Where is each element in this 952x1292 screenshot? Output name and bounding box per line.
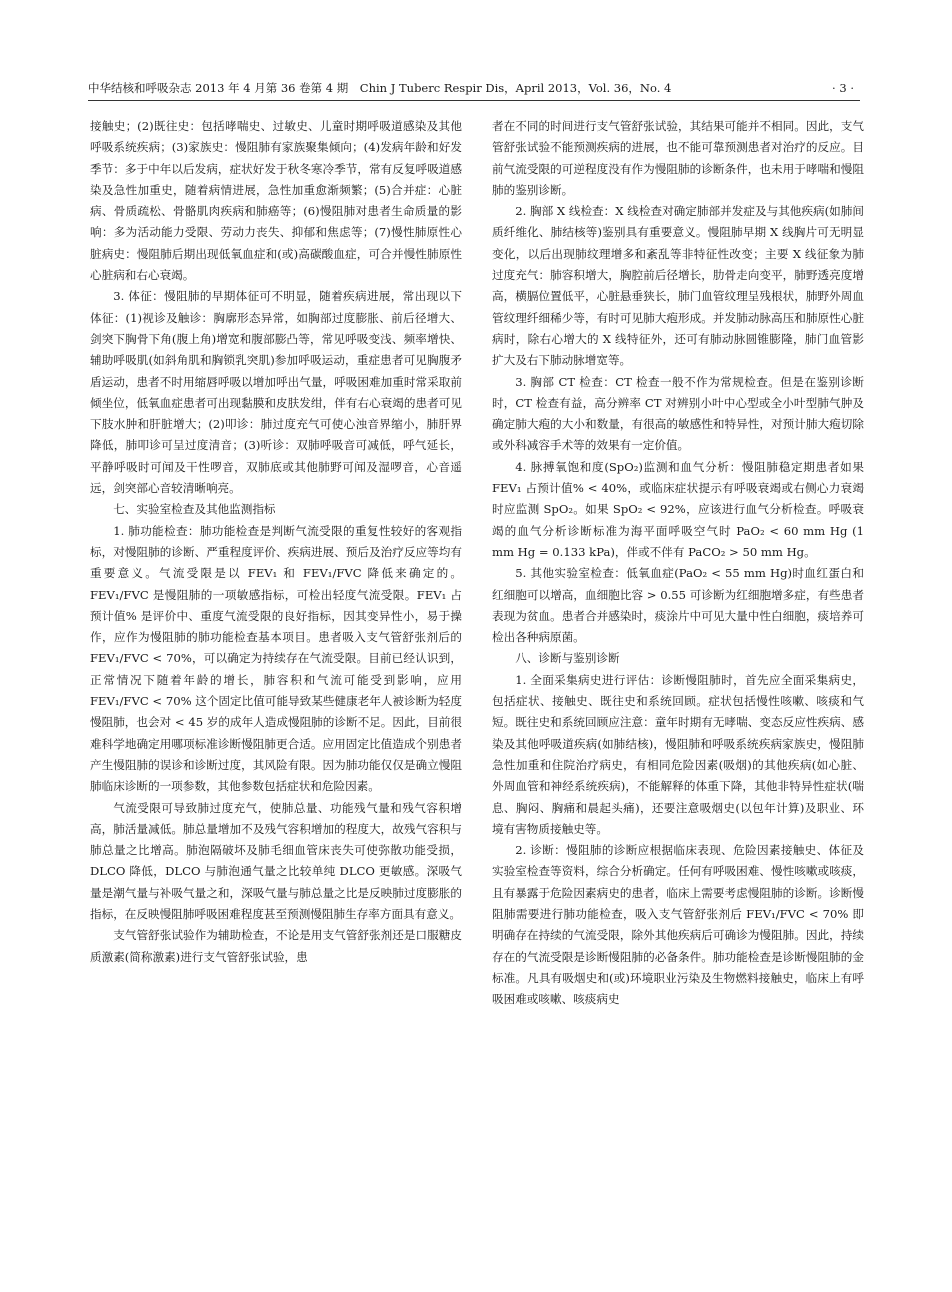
paragraph: 气流受限可导致肺过度充气，使肺总量、功能残气量和残气容积增高，肺活量减低。肺总量增加不及残气容积增加的程度大，故残气容积与肺总量之比增高。肺泡隔破坏及肺毛细血管床丧失可使弥散功能受损，DLCO 降低，DLCO 与肺泡通气量之比较单纯 DLCO 更敏感。深吸气量是潮气量与补吸气量之和，深吸气量与肺总量之比是反映肺过度膨胀的指标，在反映慢阻肺呼吸困难程度甚至预测慢阻肺生存率方面具有意义。 — [90, 800, 462, 921]
paragraph: 者在不同的时间进行支气管舒张试验，其结果可能并不相同。因此，支气管舒张试验不能预测疾病的进展，也不能可靠预测患者对治疗的反应。目前气流受限的可逆程度没有作为慢阻肺的诊断条件，也未用于哮喘和慢阻肺的鉴别诊断。 — [492, 119, 864, 197]
right-column — [492, 116, 864, 1276]
section-heading: 七、实验室检查及其他监测指标 — [113, 502, 276, 517]
running-header — [88, 78, 860, 101]
paragraph: 支气管舒张试验作为辅助检查，不论是用支气管舒张剂还是口服糖皮质激素(简称激素)进行支气管舒张试验，患 — [90, 928, 462, 964]
paragraph: 2. 胸部 X 线检查：X 线检查对确定肺部并发症及与其他疾病(如肺间质纤维化、肺结核等)鉴别具有重要意义。慢阻肺早期 X 线胸片可无明显变化，以后出现肺纹理增多和紊乱等非特征性改变；主要 X 线征象为肺过度充气：肺容积增大，胸腔前后径增长，肋骨走向变平，肺野透亮度增高，横膈位置低平，心脏悬垂狭长，肺门血管纹理呈残根状，肺野外周血管纹理纤细稀少等，有时可见肺大疱形成。并发肺动脉高压和肺原性心脏病时，除右心增大的 X 线特征外，还可有肺动脉圆锥膨隆，肺门血管影扩大及右下肺动脉增宽等。 — [492, 204, 864, 368]
paragraph: 1. 肺功能检查：肺功能检查是判断气流受限的重复性较好的客观指标，对慢阻肺的诊断、严重程度评价、疾病进展、预后及治疗反应等均有重要意义。气流受限是以 FEV₁ 和 FEV₁/FVC 降低来确定的。FEV₁/FVC 是慢阻肺的一项敏感指标，可检出轻度气流受限。FEV₁ 占预计值% 是评价中、重度气流受限的良好指标，因其变异性小，易于操作，应作为慢阻肺的肺功能检查基本项目。患者吸入支气管舒张剂后的 FEV₁/FVC < 70%，可以确定为持续存在气流受限。目前已经认识到，正常情况下随着年龄的增长，肺容积和气流可能受到影响，应用 FEV₁/FVC < 70% 这个固定比值可能导致某些健康老年人被诊断为轻度慢阻肺，也会对 < 45 岁的成年人造成慢阻肺的诊断不足。因此，目前很难科学地确定用哪项标准诊断慢阻肺更合适。应用固定比值造成个别患者产生慢阻肺的误诊和诊断过度，其风险有限。因为肺功能仅仅是确立慢阻肺临床诊断的一项参数，其他参数包括症状和危险因素。 — [90, 523, 462, 794]
paragraph: 3. 体征：慢阻肺的早期体征可不明显，随着疾病进展，常出现以下体征：(1)视诊及触诊：胸廓形态异常，如胸部过度膨胀、前后径增大、剑突下胸骨下角(腹上角)增宽和腹部膨凸等，常见呼吸变浅、频率增快、辅助呼吸肌(如斜角肌和胸锁乳突肌)参加呼吸运动，重症患者可见胸腹矛盾运动，患者不时用缩唇呼吸以增加呼出气量，呼吸困难加重时常采取前倾坐位，低氧血症患者可出现黏膜和皮肤发绀，伴有右心衰竭的患者可见下肢水肿和肝脏增大；(2)叩诊：肺过度充气可使心浊音界缩小，肺肝界降低，肺叩诊可呈过度清音；(3)听诊：双肺呼吸音可减低，呼气延长，平静呼吸时可闻及干性啰音，双肺底或其他肺野可闻及湿啰音，心音遥远，剑突部心音较清晰响亮。 — [90, 289, 462, 496]
section-heading: 八、诊断与鉴别诊断 — [515, 651, 620, 666]
paragraph: 4. 脉搏氧饱和度(SpO₂)监测和血气分析：慢阻肺稳定期患者如果 FEV₁ 占预计值% < 40%，或临床症状提示有呼吸衰竭或右侧心力衰竭时应监测 SpO₂。如果 SpO₂ < 92%，应该进行血气分析检查。呼吸衰竭的血气分析诊断标准为海平面呼吸空气时 PaO₂ < 60 mm Hg (1 mm Hg = 0.133 kPa)，伴或不伴有 PaCO₂ > 50 mm Hg。 — [492, 459, 864, 559]
paragraph: 接触史；(2)既往史：包括哮喘史、过敏史、儿童时期呼吸道感染及其他呼吸系统疾病；(3)家族史：慢阻肺有家族聚集倾向；(4)发病年龄和好发季节：多于中年以后发病，症状好发于秋冬寒冷季节，常有反复呼吸道感染及急性加重史，随着病情进展，急性加重愈渐频繁；(5)合并症：心脏病、骨质疏松、骨骼肌肉疾病和肺癌等；(6)慢阻肺对患者生命质量的影响：多为活动能力受限、劳动力丧失、抑郁和焦虑等；(7)慢性肺原性心脏病史：慢阻肺后期出现低氧血症和(或)高碳酸血症，可合并慢性肺原性心脏病和右心衰竭。 — [90, 119, 462, 283]
journal-citation: 中华结核和呼吸杂志 2013 年 4 月第 36 卷第 4 期 Chin J Tuberc Respir Dis，April 2013，Vol. 36，No. 4 — [88, 81, 672, 95]
paragraph: 1. 全面采集病史进行评估：诊断慢阻肺时，首先应全面采集病史，包括症状、接触史、既往史和系统回顾。症状包括慢性咳嗽、咳痰和气短。既往史和系统回顾应注意：童年时期有无哮喘、变态反应性疾病、感染及其他呼吸道疾病(如肺结核)，慢阻肺和呼吸系统疾病家族史，慢阻肺急性加重和住院治疗病史，有相同危险因素(吸烟)的其他疾病(如心脏、外周血管和神经系统疾病)，不能解释的体重下降，其他非特异性症状(喘息、胸闷、胸痛和晨起头痛)，还要注意吸烟史(以包年计算)及职业、环境有害物质接触史等。 — [492, 672, 864, 836]
page-number: · 3 · — [832, 81, 854, 95]
paragraph: 2. 诊断：慢阻肺的诊断应根据临床表现、危险因素接触史、体征及实验室检查等资料，综合分析确定。任何有呼吸困难、慢性咳嗽或咳痰，且有暴露于危险因素病史的患者，临床上需要考虑慢阻肺的诊断。诊断慢阻肺需要进行肺功能检查，吸入支气管舒张剂后 FEV₁/FVC < 70% 即明确存在持续的气流受限，除外其他疾病后可确诊为慢阻肺。因此，持续存在的气流受限是诊断慢阻肺的必备条件。肺功能检查是诊断慢阻肺的金标准。凡具有吸烟史和(或)环境职业污染及生物燃料接触史，临床上有呼吸困难或咳嗽、咳痰病史 — [492, 843, 864, 1007]
paragraph: 3. 胸部 CT 检查：CT 检查一般不作为常规检查。但是在鉴别诊断时，CT 检查有益，高分辨率 CT 对辨别小叶中心型或全小叶型肺气肿及确定肺大疱的大小和数量，有很高的敏感性和特异性，对预计肺大疱切除或外科减容手术等的效果有一定价值。 — [492, 374, 864, 453]
left-column — [90, 116, 462, 1276]
paragraph: 5. 其他实验室检查：低氧血症(PaO₂ < 55 mm Hg)时血红蛋白和红细胞可以增高，血细胞比容 > 0.55 可诊断为红细胞增多症，有些患者表现为贫血。患者合并感染时，痰涂片中可见大量中性白细胞，痰培养可检出各种病原菌。 — [492, 566, 864, 645]
